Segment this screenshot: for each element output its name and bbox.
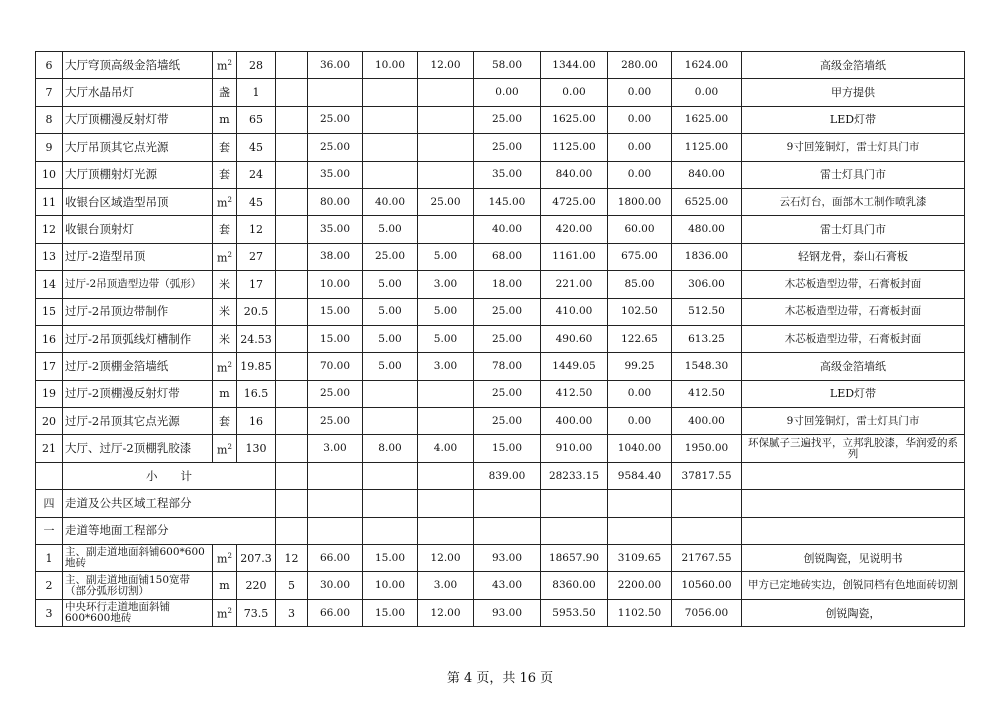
table-cell: 过厅-2造型吊顶 — [63, 243, 213, 270]
table-cell: 15 — [36, 298, 63, 325]
table-cell: 45 — [237, 134, 276, 161]
table-cell: 40.00 — [363, 188, 418, 215]
table-cell: 25.00 — [474, 408, 541, 435]
table-cell: 3 — [276, 599, 308, 626]
table-cell: 280.00 — [608, 52, 672, 79]
table-cell: 35.00 — [474, 161, 541, 188]
table-cell: 四 — [36, 490, 63, 517]
subtotal-row — [36, 462, 965, 489]
table-cell: $m^2$ — [213, 545, 237, 572]
table-cell: 12 — [237, 216, 276, 243]
table-cell: 10.00 — [363, 52, 418, 79]
table-cell: 21767.55 — [672, 545, 742, 572]
table-cell: 套 — [213, 408, 237, 435]
table-row — [36, 79, 965, 106]
table-cell: 过厅-2顶棚漫反射灯带 — [63, 380, 213, 407]
table-cell: 5953.50 — [541, 599, 608, 626]
table-cell: 37817.55 — [672, 462, 742, 489]
table-cell: 15.00 — [363, 545, 418, 572]
table-cell: 25.00 — [418, 188, 474, 215]
table-cell — [418, 462, 474, 489]
table-cell: 9寸回笼铜灯，雷士灯具门市 — [742, 408, 965, 435]
table-cell: 28 — [237, 52, 276, 79]
table-cell: LED灯带 — [742, 380, 965, 407]
table-cell: 10.00 — [308, 271, 363, 298]
table-cell: 17 — [36, 353, 63, 380]
table-cell — [276, 216, 308, 243]
section-row — [36, 490, 965, 517]
table-cell: 过厅-2吊顶边带制作 — [63, 298, 213, 325]
table-cell: 410.00 — [541, 298, 608, 325]
table-cell — [276, 517, 308, 544]
table-row — [36, 325, 965, 352]
table-cell: 14 — [36, 271, 63, 298]
table-cell: 1102.50 — [608, 599, 672, 626]
table-cell: 5.00 — [418, 243, 474, 270]
table-cell: 3.00 — [418, 271, 474, 298]
table-row — [36, 271, 965, 298]
table-cell: 13 — [36, 243, 63, 270]
table-cell: 20.5 — [237, 298, 276, 325]
table-cell: 甲方提供 — [742, 79, 965, 106]
table-cell: 3109.65 — [608, 545, 672, 572]
table-cell: 30.00 — [308, 572, 363, 599]
table-cell: 145.00 — [474, 188, 541, 215]
table-cell: 米 — [213, 271, 237, 298]
table-cell: 839.00 — [474, 462, 541, 489]
table-cell: 4.00 — [418, 435, 474, 462]
table-cell: 21 — [36, 435, 63, 462]
table-cell: 9 — [36, 134, 63, 161]
table-cell: 小 计 — [63, 462, 276, 489]
table-cell: 40.00 — [474, 216, 541, 243]
table-cell: 收银台区域造型吊顶 — [63, 188, 213, 215]
table-cell: 3.00 — [418, 353, 474, 380]
table-cell: 122.65 — [608, 325, 672, 352]
table-cell: m — [213, 572, 237, 599]
table-cell: 0.00 — [608, 161, 672, 188]
table-cell: 大厅吊顶其它点光源 — [63, 134, 213, 161]
table-cell: 207.3 — [237, 545, 276, 572]
table-cell: 16.5 — [237, 380, 276, 407]
table-cell: 10560.00 — [672, 572, 742, 599]
table-cell — [608, 490, 672, 517]
table-cell: 16 — [36, 325, 63, 352]
table-cell: 8360.00 — [541, 572, 608, 599]
table-cell — [742, 490, 965, 517]
table-cell: m — [213, 106, 237, 133]
table-cell: 3 — [36, 599, 63, 626]
table-cell: 70.00 — [308, 353, 363, 380]
table-cell — [672, 490, 742, 517]
table-cell — [418, 79, 474, 106]
table-cell — [541, 490, 608, 517]
table-cell: 93.00 — [474, 545, 541, 572]
table-cell: 20 — [36, 408, 63, 435]
table-cell: 45 — [237, 188, 276, 215]
table-cell: 大厅顶棚漫反射灯带 — [63, 106, 213, 133]
table-cell: LED灯带 — [742, 106, 965, 133]
table-cell — [418, 216, 474, 243]
table-cell: $m^2$ — [213, 52, 237, 79]
table-cell: 5.00 — [418, 298, 474, 325]
table-cell: 19 — [36, 380, 63, 407]
table-cell: 7 — [36, 79, 63, 106]
table-cell — [363, 517, 418, 544]
table-cell: 613.25 — [672, 325, 742, 352]
table-cell — [276, 435, 308, 462]
table-cell — [36, 462, 63, 489]
table-cell — [474, 490, 541, 517]
table-cell: 12.00 — [418, 52, 474, 79]
table-cell: 16 — [237, 408, 276, 435]
table-cell: 36.00 — [308, 52, 363, 79]
table-cell — [276, 298, 308, 325]
table-cell: 25.00 — [308, 380, 363, 407]
table-cell: 0.00 — [608, 79, 672, 106]
table-cell: 1344.00 — [541, 52, 608, 79]
table-cell: 1836.00 — [672, 243, 742, 270]
table-cell: 25.00 — [474, 325, 541, 352]
table-cell: 15.00 — [308, 325, 363, 352]
table-cell: 102.50 — [608, 298, 672, 325]
table-row — [36, 572, 965, 599]
table-cell — [363, 106, 418, 133]
table-cell — [276, 462, 308, 489]
table-cell: 0.00 — [672, 79, 742, 106]
table-cell: $m^2$ — [213, 435, 237, 462]
table-cell: 25.00 — [474, 298, 541, 325]
table-cell — [276, 408, 308, 435]
table-cell — [276, 380, 308, 407]
table-cell: 5 — [276, 572, 308, 599]
table-cell: 15.00 — [474, 435, 541, 462]
table-row — [36, 599, 965, 626]
page-footer: 第 4 页，共 16 页 — [446, 671, 554, 686]
table-cell: 17 — [237, 271, 276, 298]
table-cell: 840.00 — [672, 161, 742, 188]
table-cell: 1 — [36, 545, 63, 572]
table-cell: 130 — [237, 435, 276, 462]
table-cell: 一 — [36, 517, 63, 544]
table-row — [36, 545, 965, 572]
table-cell: 73.5 — [237, 599, 276, 626]
table-cell: 66.00 — [308, 599, 363, 626]
table-cell: 490.60 — [541, 325, 608, 352]
table-cell — [541, 517, 608, 544]
table-cell: 2200.00 — [608, 572, 672, 599]
table-cell — [308, 79, 363, 106]
table-cell: 78.00 — [474, 353, 541, 380]
table-cell: 38.00 — [308, 243, 363, 270]
table-cell: 雷士灯具门市 — [742, 216, 965, 243]
table-cell — [418, 490, 474, 517]
table-cell — [308, 517, 363, 544]
table-cell: m — [213, 380, 237, 407]
table-cell — [474, 517, 541, 544]
table-cell: 过厅-2顶棚金箔墙纸 — [63, 353, 213, 380]
table-cell: 1625.00 — [672, 106, 742, 133]
table-cell: 大厅顶棚射灯光源 — [63, 161, 213, 188]
table-cell: 5.00 — [363, 325, 418, 352]
table-cell: 木芯板造型边带，石膏板封面 — [742, 325, 965, 352]
table-cell: 高级金箔墙纸 — [742, 52, 965, 79]
table-cell: 套 — [213, 216, 237, 243]
table-cell: 12 — [276, 545, 308, 572]
table-cell: 66.00 — [308, 545, 363, 572]
subsection-row — [36, 517, 965, 544]
table-cell: 220 — [237, 572, 276, 599]
table-cell — [418, 161, 474, 188]
table-cell: 93.00 — [474, 599, 541, 626]
table-cell: $m^2$ — [213, 353, 237, 380]
table-cell: 25.00 — [308, 134, 363, 161]
table-cell: 大厅、过厅-2顶棚乳胶漆 — [63, 435, 213, 462]
table-cell: 412.50 — [672, 380, 742, 407]
table-cell: 12.00 — [418, 545, 474, 572]
table-cell: 675.00 — [608, 243, 672, 270]
table-cell: 1125.00 — [672, 134, 742, 161]
table-cell: 25.00 — [474, 134, 541, 161]
table-cell — [276, 52, 308, 79]
table-cell: 4725.00 — [541, 188, 608, 215]
table-cell: 创锐陶瓷， — [742, 599, 965, 626]
table-cell — [276, 188, 308, 215]
table-cell: 过厅-2吊顶其它点光源 — [63, 408, 213, 435]
table-cell: 5.00 — [363, 353, 418, 380]
table-row — [36, 380, 965, 407]
table-cell — [308, 490, 363, 517]
quotation-table — [35, 51, 965, 627]
table-cell: 1950.00 — [672, 435, 742, 462]
table-cell: 18657.90 — [541, 545, 608, 572]
table-cell: 68.00 — [474, 243, 541, 270]
table-cell: 木芯板造型边带，石膏板封面 — [742, 271, 965, 298]
table-cell: 环保腻子三遍找平，立邦乳胶漆，华润爱的系列 — [742, 435, 965, 462]
table-cell: 套 — [213, 161, 237, 188]
table-cell: 雷士灯具门市 — [742, 161, 965, 188]
table-cell: 1548.30 — [672, 353, 742, 380]
table-cell: 25.00 — [474, 380, 541, 407]
table-cell: 8.00 — [363, 435, 418, 462]
table-cell: 套 — [213, 134, 237, 161]
table-row — [36, 161, 965, 188]
table-cell: 1 — [237, 79, 276, 106]
table-cell: 0.00 — [608, 134, 672, 161]
table-cell: 过厅-2吊顶弧线灯槽制作 — [63, 325, 213, 352]
table-cell: 35.00 — [308, 161, 363, 188]
table-cell: $m^2$ — [213, 188, 237, 215]
table-cell: 840.00 — [541, 161, 608, 188]
table-cell — [363, 490, 418, 517]
table-cell: 480.00 — [672, 216, 742, 243]
table-cell: 0.00 — [608, 106, 672, 133]
table-cell: 主、副走道地面铺150宽带（部分弧形切割） — [63, 572, 213, 599]
table-cell: 28233.15 — [541, 462, 608, 489]
table-cell — [363, 79, 418, 106]
table-cell: 10.00 — [363, 572, 418, 599]
table-cell: 过厅-2吊顶造型边带（弧形） — [63, 271, 213, 298]
table-cell: 65 — [237, 106, 276, 133]
table-row — [36, 353, 965, 380]
table-cell: 9584.40 — [608, 462, 672, 489]
table-cell — [276, 79, 308, 106]
table-cell — [418, 134, 474, 161]
table-cell: 10 — [36, 161, 63, 188]
table-cell: 420.00 — [541, 216, 608, 243]
table-cell: 25.00 — [308, 106, 363, 133]
table-cell: 5.00 — [418, 325, 474, 352]
table-cell — [276, 243, 308, 270]
table-cell: 8 — [36, 106, 63, 133]
table-cell: 15.00 — [363, 599, 418, 626]
table-cell: 大厅水晶吊灯 — [63, 79, 213, 106]
table-cell — [276, 490, 308, 517]
table-cell: 主、副走道地面斜铺600*600地砖 — [63, 545, 213, 572]
table-cell — [363, 380, 418, 407]
table-cell: 1125.00 — [541, 134, 608, 161]
table-row — [36, 188, 965, 215]
table-cell: 58.00 — [474, 52, 541, 79]
table-cell: 19.85 — [237, 353, 276, 380]
table-cell — [276, 134, 308, 161]
table-cell: 9寸回笼铜灯，雷士灯具门市 — [742, 134, 965, 161]
table-cell — [276, 271, 308, 298]
table-cell: 1040.00 — [608, 435, 672, 462]
table-cell — [363, 462, 418, 489]
table-row — [36, 216, 965, 243]
table-cell: 400.00 — [541, 408, 608, 435]
table-cell: 创锐陶瓷，见说明书 — [742, 545, 965, 572]
table-cell — [276, 353, 308, 380]
table-cell: 35.00 — [308, 216, 363, 243]
table-cell — [276, 161, 308, 188]
table-cell: 0.00 — [608, 380, 672, 407]
table-cell: 5.00 — [363, 271, 418, 298]
table-cell: 6525.00 — [672, 188, 742, 215]
table-cell: 大厅穹顶高级金箔墙纸 — [63, 52, 213, 79]
table-cell: 走道等地面工程部分 — [63, 517, 276, 544]
table-cell — [742, 462, 965, 489]
table-cell: 1449.05 — [541, 353, 608, 380]
table-cell: 云石灯台，面部木工制作喷乳漆 — [742, 188, 965, 215]
table-cell: 24.53 — [237, 325, 276, 352]
table-cell: 0.00 — [474, 79, 541, 106]
table-row — [36, 298, 965, 325]
table-cell: 221.00 — [541, 271, 608, 298]
table-cell: 高级金箔墙纸 — [742, 353, 965, 380]
table-cell: $m^2$ — [213, 243, 237, 270]
table-cell — [363, 408, 418, 435]
table-row — [36, 134, 965, 161]
table-cell: 1161.00 — [541, 243, 608, 270]
table-cell — [418, 106, 474, 133]
table-cell: 400.00 — [672, 408, 742, 435]
table-cell — [418, 408, 474, 435]
table-cell: 1625.00 — [541, 106, 608, 133]
table-cell — [418, 517, 474, 544]
table-cell: 中央环行走道地面斜铺600*600地砖 — [63, 599, 213, 626]
table-cell: 3.00 — [308, 435, 363, 462]
table-cell — [363, 161, 418, 188]
table-cell: 11 — [36, 188, 63, 215]
table-cell: 甲方已定地砖实边，创锐同档有色地面砖切割 — [742, 572, 965, 599]
table-cell: 0.00 — [608, 408, 672, 435]
table-body — [36, 52, 965, 627]
table-row — [36, 408, 965, 435]
table-row — [36, 52, 965, 79]
table-cell: 25.00 — [363, 243, 418, 270]
table-cell: 6 — [36, 52, 63, 79]
table-cell — [363, 134, 418, 161]
table-cell: 18.00 — [474, 271, 541, 298]
table-row — [36, 106, 965, 133]
table-cell: 米 — [213, 325, 237, 352]
table-cell: 85.00 — [608, 271, 672, 298]
table-cell: 15.00 — [308, 298, 363, 325]
table-cell — [276, 325, 308, 352]
table-row — [36, 435, 965, 462]
table-cell: 盏 — [213, 79, 237, 106]
table-cell — [742, 517, 965, 544]
table-cell: 24 — [237, 161, 276, 188]
table-cell: 1800.00 — [608, 188, 672, 215]
table-cell: 60.00 — [608, 216, 672, 243]
table-cell — [418, 380, 474, 407]
table-cell: 512.50 — [672, 298, 742, 325]
table-cell: 27 — [237, 243, 276, 270]
table-cell: 306.00 — [672, 271, 742, 298]
table-row — [36, 243, 965, 270]
table-cell: 25.00 — [474, 106, 541, 133]
table-cell: 0.00 — [541, 79, 608, 106]
table-cell: 米 — [213, 298, 237, 325]
table-cell — [608, 517, 672, 544]
table-cell — [672, 517, 742, 544]
table-cell: 99.25 — [608, 353, 672, 380]
table-cell: 5.00 — [363, 298, 418, 325]
table-cell: 910.00 — [541, 435, 608, 462]
table-cell: 25.00 — [308, 408, 363, 435]
table-cell: 3.00 — [418, 572, 474, 599]
table-cell: 12 — [36, 216, 63, 243]
table-cell: 5.00 — [363, 216, 418, 243]
table-cell: 80.00 — [308, 188, 363, 215]
table-cell: 轻钢龙骨，泰山石膏板 — [742, 243, 965, 270]
table-cell: 1624.00 — [672, 52, 742, 79]
table-cell: 2 — [36, 572, 63, 599]
table-cell: 收银台顶射灯 — [63, 216, 213, 243]
table-cell — [308, 462, 363, 489]
table-cell: 412.50 — [541, 380, 608, 407]
table-cell: 7056.00 — [672, 599, 742, 626]
table-cell: 木芯板造型边带，石膏板封面 — [742, 298, 965, 325]
table-cell — [276, 106, 308, 133]
table-cell: $m^2$ — [213, 599, 237, 626]
table-cell: 43.00 — [474, 572, 541, 599]
table-cell: 走道及公共区域工程部分 — [63, 490, 276, 517]
table-cell: 12.00 — [418, 599, 474, 626]
